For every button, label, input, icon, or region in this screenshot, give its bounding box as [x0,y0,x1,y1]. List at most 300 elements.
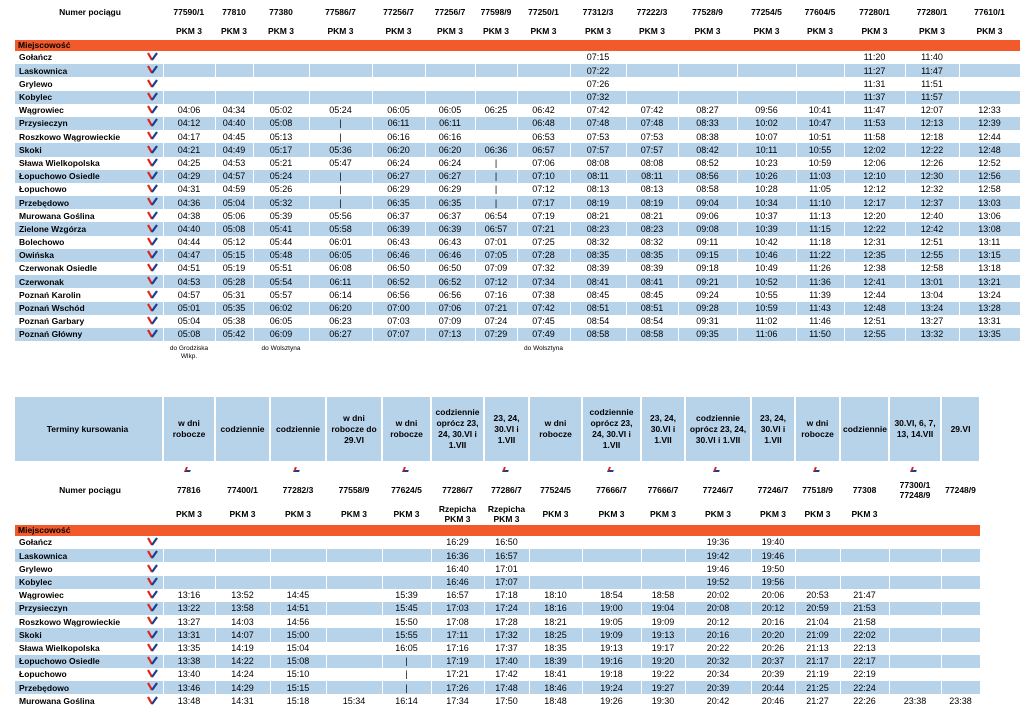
departure-time: 21:04 [795,615,840,628]
departure-time [941,576,980,589]
departure-time: 05:26 [253,183,309,196]
line-label: PKM 3 [582,503,641,525]
departure-time: 13:11 [959,236,1020,249]
departure-time: 17:08 [431,615,484,628]
departure-time: 19:52 [685,576,751,589]
departure-time: | [475,196,517,209]
line-label: PKM 3 [253,22,309,40]
departure-time: 10:59 [737,302,796,315]
departure-time: 08:32 [570,236,626,249]
departure-time: 12:02 [844,143,905,156]
departure-time: 08:21 [570,209,626,222]
destination-note [570,341,626,375]
station-row [15,236,1020,249]
departure-time: 06:05 [372,104,425,117]
train-number: 77528/9 [678,2,737,22]
line-label: PKM 3 [372,22,425,40]
station-row [15,668,980,681]
departure-time [372,51,425,64]
station-row [15,64,1020,77]
train-mode-icon [143,562,163,575]
timetable-bottom [15,397,981,707]
departure-time: 08:21 [626,209,678,222]
station-row [15,51,1020,64]
departure-time [678,77,737,90]
departure-time: 07:42 [517,302,570,315]
train-number: 77280/1 [905,2,959,22]
departure-time: 09:11 [678,236,737,249]
station-name: Poznań Karolin [19,289,81,300]
running-term: codziennie oprócz 23, 24, 30.VI i 1.VII [431,397,484,461]
station-row [15,302,1020,315]
departure-time: 18:46 [529,681,582,694]
departure-time [326,576,382,589]
departure-time: 05:51 [253,262,309,275]
station-row [15,681,980,694]
train-number: 77246/7 [751,477,795,503]
departure-time: 14:22 [215,655,270,668]
train-number: 77586/7 [309,2,372,22]
operator-logo-icon [403,467,411,472]
departure-time: 05:02 [253,104,309,117]
departure-time: 17:03 [431,602,484,615]
operator-logo-icon [714,467,722,472]
departure-time: 10:39 [737,222,796,235]
departure-time: 11:31 [844,77,905,90]
station-row [15,117,1020,130]
departure-time [270,536,326,549]
departure-time: 13:01 [905,275,959,288]
departure-time: 05:08 [215,222,253,235]
departure-time [529,549,582,562]
line-label: PKM 3 [685,503,751,525]
departure-time: 05:32 [253,196,309,209]
departure-time [941,549,980,562]
departure-time: 20:12 [751,602,795,615]
departure-time: 18:25 [529,628,582,641]
station-name: Przysieczyn [15,117,143,130]
departure-time: 13:03 [959,196,1020,209]
departure-time: 13:24 [959,288,1020,301]
departure-time: 08:11 [626,170,678,183]
line-label: PKM 3 [840,503,889,525]
departure-time: 16:29 [431,536,484,549]
departure-time: 08:58 [570,328,626,341]
operator-logo [484,461,529,477]
departure-time: 04:25 [163,157,215,170]
departure-time [796,77,844,90]
line-label: PKM 3 [382,503,431,525]
departure-time: 06:16 [425,130,475,143]
station-row [15,589,980,602]
train-number: 77624/5 [382,477,431,503]
train-number: 77256/7 [372,2,425,22]
departure-time [641,536,685,549]
departure-time: 11:20 [844,51,905,64]
train-mode-icon [143,288,163,301]
station-name: Poznań Wschód [15,302,143,315]
running-term: codziennie [215,397,270,461]
line-label: PKM 3 [678,22,737,40]
departure-time: 05:04 [215,196,253,209]
line-label: Rzepicha PKM 3 [431,503,484,525]
departure-time: 11:27 [844,64,905,77]
operator-logo [941,461,980,477]
departure-time: 06:35 [372,196,425,209]
departure-time [309,51,372,64]
station-row [15,183,1020,196]
departure-time: 05:54 [253,275,309,288]
departure-time: 06:48 [517,117,570,130]
departure-time: 20:34 [685,668,751,681]
running-term: w dni robocze [795,397,840,461]
departure-time [941,589,980,602]
train-mode-icon [143,104,163,117]
departure-time: 13:16 [163,589,215,602]
departure-time: 11:46 [796,315,844,328]
departure-time: 06:24 [425,157,475,170]
train-number: 77598/9 [475,2,517,22]
departure-time: 14:51 [270,602,326,615]
departure-time: 21:17 [795,655,840,668]
departure-time [941,681,980,694]
departure-time: 04:59 [215,183,253,196]
departure-time: 07:07 [372,328,425,341]
departure-time: 04:53 [215,157,253,170]
line-row [15,22,1020,40]
departure-time: 09:28 [678,302,737,315]
departure-time [326,562,382,575]
departure-time: 15:08 [270,655,326,668]
destination-note [626,341,678,375]
departure-time: 10:07 [737,130,796,143]
departure-time: 12:56 [959,170,1020,183]
departure-time: 06:54 [475,209,517,222]
departure-time: 13:35 [959,328,1020,341]
departure-time [270,549,326,562]
departure-time [475,64,517,77]
station-row [15,536,980,549]
departure-time: 15:04 [270,642,326,655]
departure-time: 08:39 [570,262,626,275]
departure-time: 06:43 [425,236,475,249]
running-term: w dni robocze [163,397,215,461]
departure-time: 20:02 [685,589,751,602]
train-mode-icon [143,183,163,196]
departure-time [889,576,941,589]
departure-time: 07:16 [475,288,517,301]
departure-time: 09:35 [678,328,737,341]
departure-time: 04:36 [163,196,215,209]
departure-time: 10:41 [796,104,844,117]
train-number: 77610/1 [959,2,1020,22]
departure-time [941,655,980,668]
train-number: 77590/1 [163,2,215,22]
departure-time: 06:56 [372,288,425,301]
departure-time: 22:26 [840,694,889,707]
train-number: 77308 [840,477,889,503]
line-label: PKM 3 [163,503,215,525]
station-row [15,315,1020,328]
departure-time: 14:07 [215,628,270,641]
departure-time: 10:59 [796,157,844,170]
departure-time [959,51,1020,64]
departure-time: 11:36 [796,275,844,288]
departure-time: | [475,183,517,196]
departure-time: 10:34 [737,196,796,209]
departure-time: 11:51 [905,77,959,90]
train-number: 77518/9 [795,477,840,503]
departure-time: 11:02 [737,315,796,328]
departure-time: 10:55 [737,288,796,301]
station-name: Poznań Garbary [19,316,85,327]
departure-time: 16:36 [431,549,484,562]
train-number: 77666/7 [641,477,685,503]
departure-time: 07:19 [517,209,570,222]
operator-logo-icon [503,467,511,472]
departure-time: 15:15 [270,681,326,694]
departure-time: 21:13 [795,642,840,655]
departure-time: 13:24 [905,302,959,315]
train-number-row [15,2,1020,22]
departure-time [889,615,941,628]
destination-note [215,341,253,375]
departure-time: 04:45 [215,130,253,143]
departure-time: 12:51 [844,315,905,328]
station-row [15,655,980,668]
departure-time [163,536,215,549]
departure-time: 12:17 [844,196,905,209]
train-mode-icon [143,209,163,222]
station-name: Łopuchowo Osiedle [15,170,143,183]
departure-time [475,91,517,104]
departure-time [326,655,382,668]
departure-time: 05:08 [163,328,215,341]
running-term: codziennie [840,397,889,461]
departure-time: 08:54 [570,315,626,328]
departure-time [889,668,941,681]
departure-time: 04:53 [163,275,215,288]
departure-time: 04:38 [163,209,215,222]
destination-note [737,341,796,375]
train-mode-icon [143,668,163,681]
departure-time: 06:20 [372,143,425,156]
departure-time: 08:33 [678,117,737,130]
departure-time: 09:31 [678,315,737,328]
departure-time: 08:19 [570,196,626,209]
departure-time: 17:50 [484,694,529,707]
departure-time [163,549,215,562]
departure-time: 13:46 [163,681,215,694]
departure-time: 09:15 [678,249,737,262]
train-mode-icon [143,655,163,668]
departure-time: 08:42 [678,143,737,156]
departure-time: 13:27 [905,315,959,328]
train-mode-icon [143,262,163,275]
timetable-top [15,2,1021,375]
departure-time: 14:31 [215,694,270,707]
departure-time [517,77,570,90]
station-row [15,262,1020,275]
station-row [15,209,1020,222]
train-number: 77246/7 [685,477,751,503]
departure-time: 05:48 [253,249,309,262]
departure-time: 05:28 [215,275,253,288]
departure-time: 08:41 [626,275,678,288]
departure-time: 07:09 [425,315,475,328]
station-name: Sława Wielkopolska [19,642,100,653]
departure-time: 08:08 [626,157,678,170]
departure-time: 18:35 [529,642,582,655]
departure-time [517,91,570,104]
running-term: 30.VI, 6, 7, 13, 14.VII [889,397,941,461]
destination-note [372,341,425,375]
departure-time: 17:28 [484,615,529,628]
departure-time: 05:44 [253,236,309,249]
departure-time: 11:18 [796,236,844,249]
departure-time: 06:43 [372,236,425,249]
departure-time: 18:48 [529,694,582,707]
train-mode-icon [143,642,163,655]
departure-time [475,51,517,64]
departure-time: 10:51 [796,130,844,143]
train-number: 77558/9 [326,477,382,503]
departure-time: 06:11 [425,117,475,130]
departure-time: 12:44 [844,288,905,301]
departure-time [163,562,215,575]
line-label: PKM 3 [215,503,270,525]
departure-time: 12:51 [905,236,959,249]
departure-time [889,655,941,668]
running-term: 23, 24, 30.VI i 1.VII [751,397,795,461]
departure-time [941,536,980,549]
line-label: PKM 3 [475,22,517,40]
departure-time [678,64,737,77]
line-label: PKM 3 [626,22,678,40]
departure-time [215,91,253,104]
departure-time: 11:26 [796,262,844,275]
departure-time: 06:11 [309,275,372,288]
departure-time: 06:09 [253,328,309,341]
departure-time: 10:37 [737,209,796,222]
departure-time: 21:53 [840,602,889,615]
departure-time: 05:01 [163,302,215,315]
departure-time: 17:24 [484,602,529,615]
departure-time: 17:26 [431,681,484,694]
departure-time: 08:52 [678,157,737,170]
departure-time: 14:45 [270,589,326,602]
departure-time [889,642,941,655]
departure-time [326,536,382,549]
departure-time: 08:35 [570,249,626,262]
departure-time: 13:28 [959,302,1020,315]
departure-time: 11:22 [796,249,844,262]
departure-time: 10:23 [737,157,796,170]
departure-time [582,549,641,562]
departure-time: 09:24 [678,288,737,301]
train-number: 77256/7 [425,2,475,22]
departure-time: 19:13 [582,642,641,655]
departure-time: 19:13 [641,628,685,641]
departure-time: | [475,170,517,183]
departure-time: 13:08 [959,222,1020,235]
departure-time: 07:42 [570,104,626,117]
departure-time: 17:32 [484,628,529,641]
departure-time: 05:35 [215,302,253,315]
line-label: PKM 3 [309,22,372,40]
running-term: 23, 24, 30.VI i 1.VII [641,397,685,461]
train-number: 77810 [215,2,253,22]
departure-time: 08:58 [678,183,737,196]
station-name: Skoki [15,143,143,156]
departure-time: 07:25 [517,236,570,249]
station-name: Kobylec [15,91,143,104]
station-name: Poznań Główny [15,328,143,341]
departure-time: 17:34 [431,694,484,707]
departure-time: 19:16 [582,655,641,668]
departure-time: 05:06 [215,209,253,222]
departure-time: 20:53 [795,589,840,602]
departure-time: 12:38 [844,262,905,275]
departure-time: 11:05 [796,183,844,196]
destination-note [425,341,475,375]
departure-time [163,576,215,589]
departure-time: 04:12 [163,117,215,130]
departure-time: 13:48 [163,694,215,707]
departure-time: 19:30 [641,694,685,707]
departure-time: 21:09 [795,628,840,641]
train-mode-icon [143,315,163,328]
departure-time: 21:25 [795,681,840,694]
departure-time: 09:08 [678,222,737,235]
departure-time: 14:29 [215,681,270,694]
departure-time: 10:11 [737,143,796,156]
departure-time [737,51,796,64]
departure-time: 20:44 [751,681,795,694]
departure-time: 08:45 [626,288,678,301]
station-name: Przysieczyn [15,602,143,615]
departure-time: 18:10 [529,589,582,602]
line-label: PKM 3 [570,22,626,40]
departure-time [941,642,980,655]
station-row [15,196,1020,209]
departure-time [626,91,678,104]
departure-time [795,549,840,562]
operator-logo [889,461,941,477]
departure-time: 16:46 [431,576,484,589]
station-name: Roszkowo Wągrowieckie [19,131,121,142]
departure-time: 15:55 [382,628,431,641]
departure-time: 05:57 [253,288,309,301]
running-term: codziennie oprócz 23, 24, 30.VI i 1.VII [582,397,641,461]
departure-time: 04:40 [215,117,253,130]
departure-time [796,64,844,77]
departure-time: 07:12 [517,183,570,196]
departure-time [795,576,840,589]
departure-time [253,77,309,90]
departure-time [529,562,582,575]
departure-time: 07:17 [517,196,570,209]
departure-time: 21:19 [795,668,840,681]
departure-time: 09:21 [678,275,737,288]
departure-time: 12:58 [959,183,1020,196]
departure-time: 12:12 [844,183,905,196]
departure-time: 19:40 [751,536,795,549]
train-number: 77250/1 [517,2,570,22]
departure-time: 20:37 [751,655,795,668]
operator-logo [751,461,795,477]
departure-time: 06:20 [425,143,475,156]
